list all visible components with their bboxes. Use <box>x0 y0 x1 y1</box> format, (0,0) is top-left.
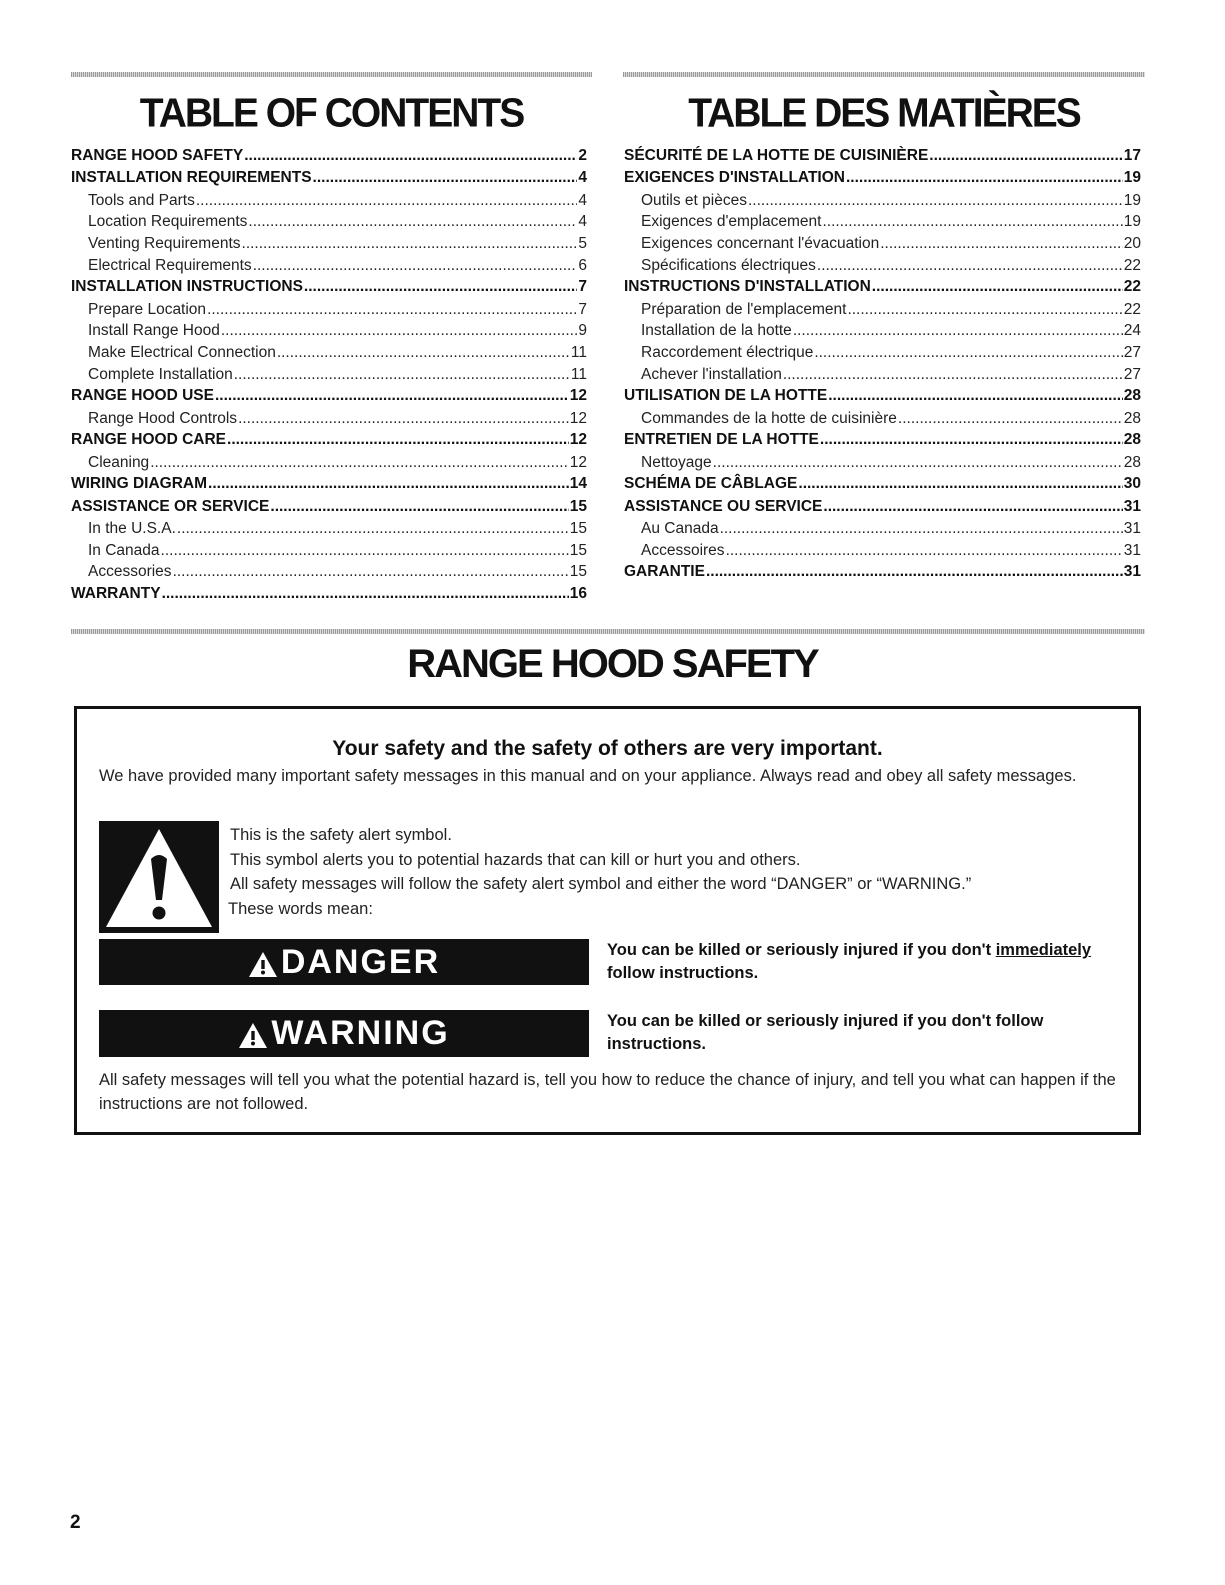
toc-entry-label: INSTALLATION REQUIREMENTS <box>71 169 312 187</box>
toc-subsection-entry <box>624 299 1141 321</box>
toc-dot-leader <box>872 276 1123 298</box>
toc-entry-page: 9 <box>578 322 587 340</box>
toc-section-entry <box>71 145 587 167</box>
toc-fr-list <box>624 145 1141 584</box>
toc-dot-leader <box>196 190 578 212</box>
toc-entry-label: In the U.S.A. <box>88 519 176 537</box>
safety-footer: All safety messages will tell you what the potential hazard is, tell you how to reduce the chance of injury, and tell you what can happen if the instructions are not followed. <box>99 1071 1116 1113</box>
toc-subsection-entry <box>624 364 1141 386</box>
toc-entry-page: 19 <box>1123 169 1141 187</box>
toc-entry-page: 31 <box>1123 541 1141 559</box>
toc-entry-page: 14 <box>569 475 587 493</box>
toc-entry-label: Nettoyage <box>641 453 712 471</box>
warning-banner <box>99 1010 589 1057</box>
toc-dot-leader <box>823 496 1122 518</box>
toc-entry-page: 11 <box>570 344 587 362</box>
danger-text-underlined: immediately <box>995 941 1092 959</box>
top-rule-left <box>71 72 592 77</box>
toc-entry-label: ASSISTANCE OR SERVICE <box>71 497 270 515</box>
toc-entry-page: 28 <box>1123 387 1141 405</box>
toc-entry-label: ASSISTANCE OU SERVICE <box>624 497 823 515</box>
toc-subsection-entry <box>624 540 1141 562</box>
toc-entry-label: WARRANTY <box>71 585 161 603</box>
toc-entry-label: Préparation de l'emplacement <box>641 300 847 318</box>
toc-dot-leader <box>798 473 1122 495</box>
toc-entry-page: 11 <box>570 365 587 383</box>
toc-entry-page: 27 <box>1123 365 1141 383</box>
toc-section-entry <box>624 496 1141 518</box>
toc-dot-leader <box>150 452 569 474</box>
toc-dot-leader <box>208 473 569 495</box>
toc-entry-label: RANGE HOOD SAFETY <box>71 147 244 164</box>
toc-entry-page: 17 <box>1123 147 1141 164</box>
toc-entry-label: Achever l'installation <box>641 365 782 383</box>
toc-entry-page: 15 <box>569 519 587 537</box>
toc-entry-page: 15 <box>569 563 587 581</box>
toc-section-entry <box>71 583 587 605</box>
toc-entry-label: UTILISATION DE LA HOTTE <box>624 387 828 405</box>
toc-dot-leader <box>793 320 1123 342</box>
toc-entry-label: Installation de la hotte <box>641 322 792 340</box>
toc-dot-leader <box>238 408 569 430</box>
toc-fr-title: TABLE DES MATIÈRES <box>688 90 1080 137</box>
toc-entry-label: Commandes de la hotte de cuisinière <box>641 409 897 427</box>
danger-description <box>607 939 1137 985</box>
section-title: RANGE HOOD SAFETY <box>407 642 818 686</box>
toc-entry-page: 24 <box>1123 322 1141 340</box>
danger-text-a: You can be killed or seriously injured if you don't <box>607 941 996 959</box>
toc-entry-page: 4 <box>578 169 587 187</box>
toc-entry-page: 30 <box>1123 475 1141 493</box>
toc-entry-label: SÉCURITÉ DE LA HOTTE DE CUISINIÈRE <box>624 147 929 164</box>
toc-section-entry <box>71 276 587 298</box>
toc-entry-page: 22 <box>1123 278 1141 296</box>
toc-entry-label: Spécifications électriques <box>641 256 816 274</box>
toc-entry-page: 28 <box>1123 409 1141 427</box>
safety-heading: Your safety and the safety of others are very important. <box>332 737 883 760</box>
toc-subsection-entry <box>624 452 1141 474</box>
toc-entry-label: Complete Installation <box>88 365 233 383</box>
toc-entry-page: 4 <box>578 191 587 209</box>
toc-entry-page: 28 <box>1123 431 1141 449</box>
toc-entry-label: Location Requirements <box>88 213 248 231</box>
alert-line-1: This is the safety alert symbol. <box>230 826 452 844</box>
toc-entry-label: Venting Requirements <box>88 234 241 252</box>
toc-section-entry <box>71 385 587 407</box>
toc-section-entry <box>71 496 587 518</box>
toc-dot-leader <box>277 342 570 364</box>
toc-subsection-entry <box>71 540 587 562</box>
toc-dot-leader <box>173 561 569 583</box>
toc-entry-page: 27 <box>1123 344 1141 362</box>
toc-subsection-entry <box>624 518 1141 540</box>
toc-entry-page: 12 <box>569 387 587 405</box>
toc-entry-page: 31 <box>1123 563 1141 581</box>
toc-dot-leader <box>748 190 1123 212</box>
toc-dot-leader <box>814 342 1122 364</box>
toc-subsection-entry <box>71 233 587 255</box>
alert-line-3: All safety messages will follow the safety alert symbol and either the word “DANGER” or “WARNING.” <box>230 875 972 893</box>
toc-entry-label: Electrical Requirements <box>88 256 252 274</box>
toc-entry-label: Accessoires <box>641 541 725 559</box>
toc-entry-page: 15 <box>569 497 587 515</box>
danger-banner <box>99 939 589 985</box>
toc-section-entry <box>71 429 587 451</box>
toc-subsection-entry <box>624 408 1141 430</box>
toc-entry-page: 7 <box>578 278 587 296</box>
toc-subsection-entry <box>624 233 1141 255</box>
toc-dot-leader <box>828 385 1123 407</box>
alert-line-2: This symbol alerts you to potential hazards that can kill or hurt you and others. <box>230 850 801 869</box>
toc-dot-leader <box>817 255 1123 277</box>
toc-entry-page: 16 <box>569 585 587 603</box>
safety-intro: We have provided many important safety messages in this manual and on your appliance. Always read and obey all safety messages. <box>99 767 1077 785</box>
toc-section-entry <box>624 473 1141 495</box>
toc-entry-label: Install Range Hood <box>88 322 220 340</box>
toc-subsection-entry <box>71 299 587 321</box>
toc-entry-label: GARANTIE <box>624 563 705 581</box>
toc-en-title: TABLE OF CONTENTS <box>139 90 524 137</box>
alert-line-4: These words mean: <box>228 899 373 918</box>
toc-dot-leader <box>720 518 1123 540</box>
toc-subsection-entry <box>71 408 587 430</box>
toc-entry-page: 12 <box>569 431 587 449</box>
toc-entry-label: Tools and Parts <box>88 191 195 209</box>
toc-entry-label: INSTALLATION INSTRUCTIONS <box>71 278 303 296</box>
toc-dot-leader <box>207 299 577 321</box>
toc-entry-page: 20 <box>1123 234 1141 252</box>
toc-entry-label: SCHÉMA DE CÂBLAGE <box>624 475 798 493</box>
toc-entry-label: ENTRETIEN DE LA HOTTE <box>624 431 819 449</box>
toc-entry-page: 22 <box>1123 300 1141 318</box>
toc-subsection-entry <box>624 190 1141 212</box>
toc-entry-label: RANGE HOOD USE <box>71 387 214 405</box>
toc-entry-page: 19 <box>1123 213 1141 231</box>
toc-entry-page: 31 <box>1123 519 1141 537</box>
toc-subsection-entry <box>71 211 587 233</box>
toc-dot-leader <box>270 496 568 518</box>
toc-section-entry <box>624 145 1141 167</box>
page-number: 2 <box>70 1512 81 1533</box>
toc-entry-page: 7 <box>578 300 587 318</box>
safety-message-box <box>74 706 1141 1135</box>
warning-triangle-icon <box>238 1022 268 1049</box>
toc-entry-label: Range Hood Controls <box>88 409 238 427</box>
toc-dot-leader <box>234 364 570 386</box>
toc-entry-label: EXIGENCES D'INSTALLATION <box>624 169 845 187</box>
toc-dot-leader <box>706 561 1123 583</box>
toc-entry-label: INSTRUCTIONS D'INSTALLATION <box>624 278 871 296</box>
toc-dot-leader <box>215 385 569 407</box>
toc-dot-leader <box>713 452 1123 474</box>
toc-dot-leader <box>898 408 1123 430</box>
toc-section-entry <box>624 385 1141 407</box>
toc-subsection-entry <box>71 364 587 386</box>
toc-entry-label: In Canada <box>88 541 160 559</box>
toc-subsection-entry <box>624 320 1141 342</box>
toc-dot-leader <box>227 429 569 451</box>
toc-dot-leader <box>242 233 578 255</box>
toc-subsection-entry <box>71 190 587 212</box>
toc-entry-page: 22 <box>1123 256 1141 274</box>
top-rule-right <box>623 72 1145 77</box>
toc-dot-leader <box>846 167 1123 189</box>
toc-entry-page: 15 <box>569 541 587 559</box>
toc-entry-label: Prepare Location <box>88 300 207 318</box>
toc-dot-leader <box>161 540 569 562</box>
alert-explanation <box>230 823 971 921</box>
toc-section-entry <box>624 167 1141 189</box>
toc-entry-label: Accessories <box>88 563 172 581</box>
warning-description: You can be killed or seriously injured if you don't follow instructions. <box>607 1012 1044 1053</box>
danger-text-b: follow instructions. <box>607 964 759 982</box>
toc-dot-leader <box>880 233 1123 255</box>
toc-entry-label: Exigences concernant l'évacuation <box>641 234 880 252</box>
toc-dot-leader <box>304 276 577 298</box>
toc-entry-page: 12 <box>569 409 587 427</box>
toc-dot-leader <box>162 583 569 605</box>
toc-entry-page: 31 <box>1123 497 1141 515</box>
toc-subsection-entry <box>624 342 1141 364</box>
toc-entry-page: 5 <box>578 234 587 252</box>
toc-entry-label: Cleaning <box>88 453 150 471</box>
toc-entry-label: Raccordement électrique <box>641 344 814 362</box>
toc-subsection-entry <box>624 211 1141 233</box>
toc-entry-page: 2 <box>578 147 587 164</box>
toc-entry-label: WIRING DIAGRAM <box>71 475 208 493</box>
toc-dot-leader <box>820 429 1123 451</box>
toc-dot-leader <box>177 518 569 540</box>
toc-dot-leader <box>248 211 577 233</box>
toc-section-entry <box>71 167 587 189</box>
toc-subsection-entry <box>71 342 587 364</box>
toc-dot-leader <box>253 255 578 277</box>
toc-entry-page: 6 <box>578 256 587 274</box>
warning-triangle-icon <box>248 951 278 978</box>
toc-entry-label: Outils et pièces <box>641 191 747 209</box>
danger-label: DANGER <box>280 943 441 981</box>
warning-label: WARNING <box>271 1014 450 1052</box>
middle-rule <box>71 629 1145 634</box>
toc-entry-page: 4 <box>578 213 587 231</box>
toc-en-list <box>71 145 587 605</box>
toc-section-entry <box>624 276 1141 298</box>
safety-alert-icon <box>99 821 219 933</box>
toc-subsection-entry <box>71 518 587 540</box>
toc-dot-leader <box>929 145 1122 167</box>
toc-entry-label: Au Canada <box>641 519 719 537</box>
toc-entry-page: 28 <box>1123 453 1141 471</box>
toc-entry-label: RANGE HOOD CARE <box>71 431 227 449</box>
toc-entry-label: Exigences d'emplacement <box>641 213 822 231</box>
toc-section-entry <box>624 429 1141 451</box>
toc-dot-leader <box>822 211 1122 233</box>
toc-entry-page: 12 <box>569 453 587 471</box>
toc-section-entry <box>71 473 587 495</box>
toc-dot-leader <box>783 364 1123 386</box>
toc-subsection-entry <box>71 320 587 342</box>
toc-subsection-entry <box>71 452 587 474</box>
toc-dot-leader <box>221 320 578 342</box>
toc-subsection-entry <box>71 561 587 583</box>
toc-subsection-entry <box>71 255 587 277</box>
toc-entry-label: Make Electrical Connection <box>88 344 276 362</box>
toc-dot-leader <box>313 167 578 189</box>
toc-entry-page: 19 <box>1123 191 1141 209</box>
toc-section-entry <box>624 561 1141 583</box>
toc-dot-leader <box>244 145 577 167</box>
toc-subsection-entry <box>624 255 1141 277</box>
toc-dot-leader <box>726 540 1123 562</box>
toc-dot-leader <box>847 299 1122 321</box>
